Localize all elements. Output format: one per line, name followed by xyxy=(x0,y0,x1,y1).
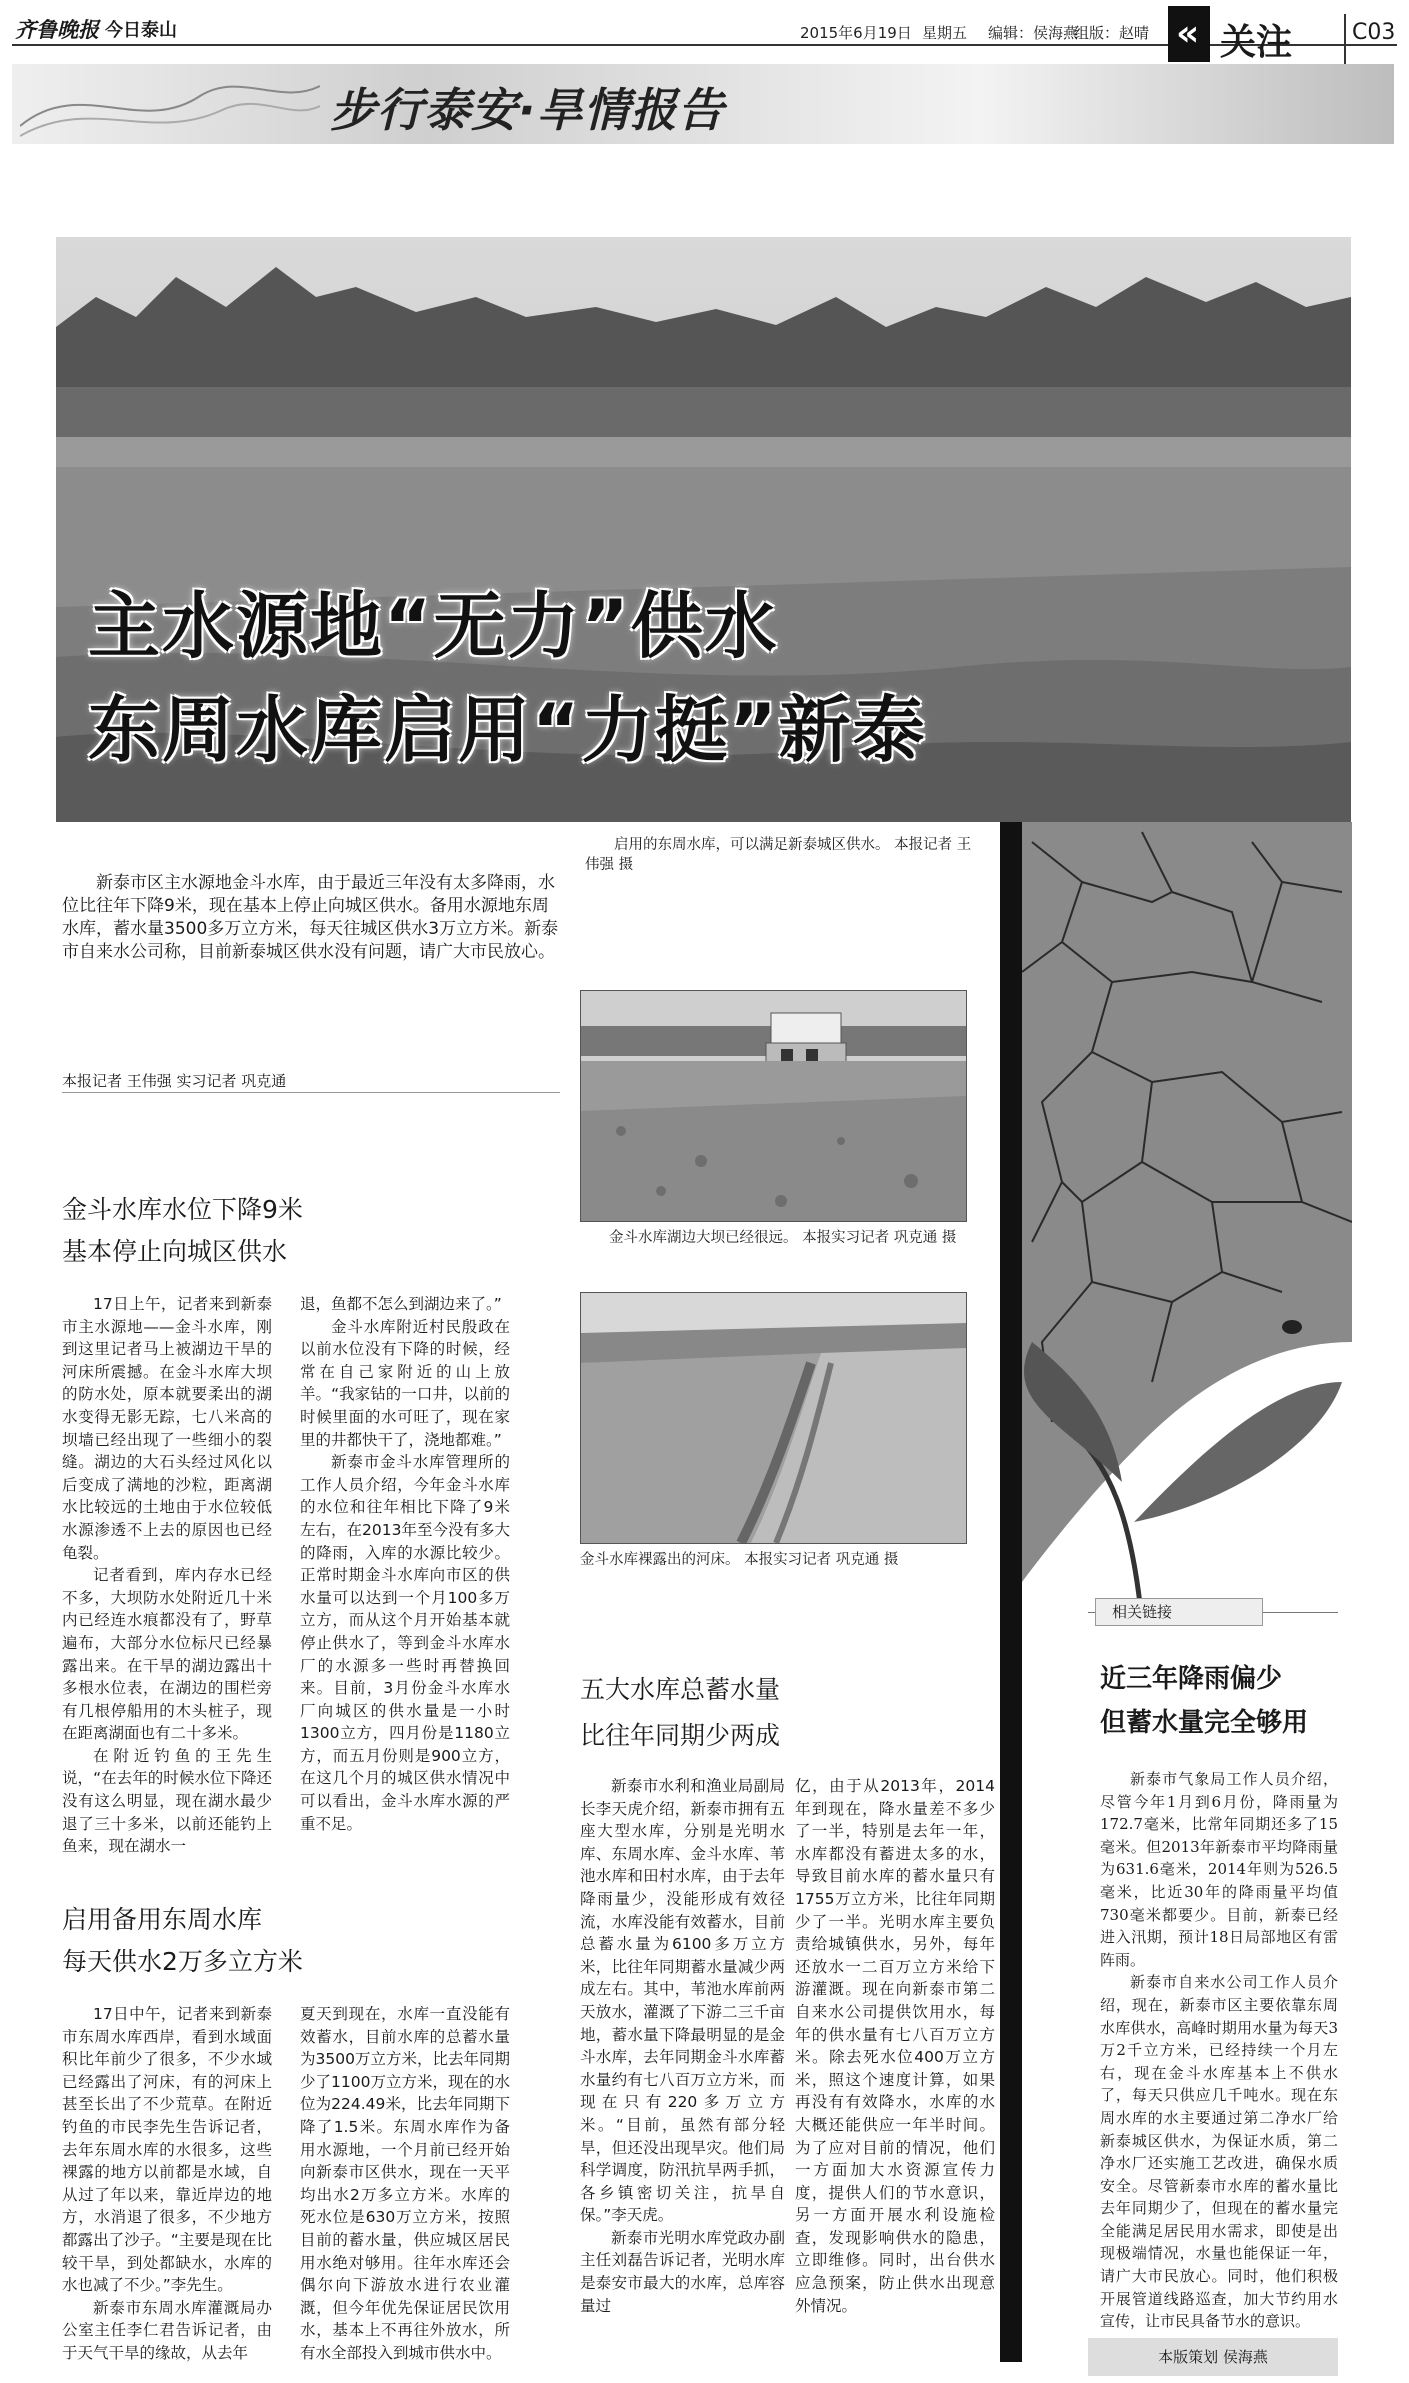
section1-heading-1: 金斗水库水位下降9米 xyxy=(62,1195,303,1224)
banner-title: 步行泰安·旱情报告 xyxy=(330,83,725,137)
sidebar-heading-1: 近三年降雨偏少 xyxy=(1100,1664,1283,1694)
paragraph: 新泰市水利和渔业局副局长李天虎介绍，新泰市拥有五座大型水库，分别是光明水库、东周水库、金斗水库、苇池水库和田村水库，由于去年降雨量少，没能形成有效径流，水库没能有效蓄水，目前总蓄水量为6100多万立方米，比往年同期蓄水量减少两成左右。其中，苇池水库前两天放水，灌溉了下游二三千亩地，蓄水量下降最明显的是金斗水库，去年同期金斗水库蓄水量约有七八百万立方米，而现在只有220多万立方米。“目前，虽然有部分轻旱，但还没出现旱灾。他们局科学调度，防汛抗旱两手抓，各乡镇密切关注，抗旱自保。”李天虎。 xyxy=(580,1777,785,2225)
section3-column-2 xyxy=(795,1775,995,2317)
issue-weekday: 星期五 xyxy=(922,24,968,42)
paragraph: 记者看到，库内存水已经不多，大坝防水处附近几十米内已经连水痕都没有了，野草遍布，大部分水位标尺已经暴露出来。在干旱的湖边露出十多根水位表，在湖边的围栏旁有几根停船用的木头桩子，现在距离湖面也有二十多米。 xyxy=(62,1566,272,1743)
editor-credit: 编辑：侯海燕 xyxy=(988,24,1079,42)
section2-column-1 xyxy=(62,2003,272,2365)
paragraph: 17日上午，记者来到新泰市主水源地——金斗水库，刚到这里记者马上被湖边干旱的河床所震撼。在金斗水库大坝的防水处，原本就要柔出的湖水变得无影无踪，七八米高的坝墙已经出现了一些细小的裂缝。湖边的大石头经过风化以后变成了满地的沙粒，距离湖水比较远的土地由于水位较低水源渗透不上去的原因也已经龟裂。 xyxy=(62,1295,272,1562)
paragraph: 新泰市自来水公司工作人员介绍，现在，新泰市区主要依靠东周水库供水，高峰时期用水量为每天3万2千立方米，已经持续一个月左右，现在金斗水库基本上不供水了，每天只供应几千吨水。现在东周水库的水主要通过第二净水厂给新泰城区供水，为保证水质，第二净水厂还实施工艺改进，确保水质安全。尽管新泰市水库的蓄水量比去年同期少了，但现在的蓄水量完全能满足居民用水需求，即使是出现极端情况，水量也能保证一年，请广大市民放心。同时，他们积极开展管道线路巡查，加大节约用水宣传，让市民具备节水的意识。 xyxy=(1100,1973,1338,2331)
section3-column-1 xyxy=(580,1775,785,2317)
sidebar-body xyxy=(1100,1768,1338,2333)
article-lead: 新泰市区主水源地金斗水库，由于最近三年没有太多降雨，水位比往年下降9米，现在基本上停止向城区供水。备用水源地东周水库，蓄水量3500多万立方米，每天往城区供水3万立方米。新泰市自来水公司称，目前新泰城区供水没有问题，请广大市民放心。 xyxy=(62,873,559,962)
photo-riverbed xyxy=(580,1292,967,1544)
caption-dam: 金斗水库湖边大坝已经很远。 本报实习记者 巩克通 摄 xyxy=(609,1230,957,1246)
sidebar-heading-2: 但蓄水量完全够用 xyxy=(1100,1708,1309,1738)
paragraph: 夏天到现在，水库一直没能有效蓄水，目前水库的总蓄水量为3500万立方米，比去年同期少了1100万立方米，现在的水位为224.49米，比去年同期下降了1.5米。东周水库作为备用水源地，一个月前已经开始向新泰市区供水，现在一天平均出水2万多立方米。水库的死水位是630万立方米，按照目前的蓄水量，供应城区居民用水绝对够用。往年水库还会偶尔向下游放水进行农业灌溉，但今年优先保证居民饮用水，基本上不再往外放水，所有水全部投入到城市供水中。 xyxy=(300,2005,510,2362)
paragraph: 新泰市金斗水库管理所的工作人员介绍，今年金斗水库的水位和往年相比下降了9米左右，在2013年至今没有多大的降雨，入库的水源比较少。正常时期金斗水库向市区的供水量可以达到一个月100多万立方，而从这个月开始基本就停止供水了，等到金斗水库水厂的水源多一些时再替换回来。目前，3月份金斗水库水厂向城区的供水量是一小时1300立方，四月份是1180立方，而五月份则是900立方，在这几个月的城区供水情况中可以看出，金斗水库水源的严重不足。 xyxy=(300,1453,510,1833)
paragraph: 新泰市东周水库灌溉局办公室主任李仁君告诉记者，由于天气干旱的缘故，从去年 xyxy=(62,2298,272,2362)
paragraph: 亿，由于从2013年，2014年到现在，降水量差不多少了一半，特别是去年一年，水库都没有蓄进太多的水，导致目前水库的蓄水量只有1755万立方米，比往年同期少了一半。光明水库主要负责给城镇供水，另外，每年还放水一二百万立方米给下游灌溉。现在向新泰市第二自来水公司提供饮用水，每年的供水量有七八百万立方米。除去死水位400万立方米，照这个速度计算，如果再没有有效降水，水库的水大概还能供应一年半时间。为了应对目前的情况，他们一方面加大水资源宣传力度，提供人们的节水意识，另一方面开展水利设施检查，发现影响供水的隐患，立即维修。同时，出台供水应急预案，防止供水出现意外情况。 xyxy=(795,1777,995,2315)
cracked-earth-illustration xyxy=(1022,822,1352,1622)
section3-heading-1: 五大水库总蓄水量 xyxy=(580,1675,781,1704)
issue-date: 2015年6月19日 xyxy=(800,24,912,42)
paragraph: 退，鱼都不怎么到湖边来了。” xyxy=(300,1295,502,1313)
section1-column-2 xyxy=(300,1293,510,1835)
section-name: 今日泰山 xyxy=(105,20,177,41)
section2-column-2 xyxy=(300,2003,510,2365)
double-chevron-icon: « xyxy=(1176,13,1200,54)
page-number: C03 xyxy=(1352,20,1396,45)
lead-divider xyxy=(62,1092,560,1093)
header-divider xyxy=(1344,14,1346,64)
page-credit: 本版策划 侯海燕 xyxy=(1088,2338,1338,2376)
layout-credit: 组版：赵晴 xyxy=(1074,24,1150,42)
paragraph: 在附近钓鱼的王先生说，“在去年的时候水位下降还没有这么明显，现在湖水最少退了三十多米，以前还能钓上鱼来，现在湖水一 xyxy=(62,1746,272,1856)
paragraph: 17日中午，记者来到新泰市东周水库西岸，看到水域面积比年前少了很多，不少水域已经露出了河床，有的河床上甚至长出了不少荒草。在附近钓鱼的市民李先生告诉记者，去年东周水库的水很多，这些裸露的地方以前都是水域，自从过了年以来，靠近岸边的地方，水消退了很多，不少地方都露出了沙子。“主要是现在比较干旱，到处都缺水，水库的水也减了不少。”李先生。 xyxy=(62,2005,272,2295)
section3-heading-2: 比往年同期少两成 xyxy=(580,1721,781,1750)
decorative-black-bar xyxy=(1000,822,1022,2362)
section1-heading-2: 基本停止向城区供水 xyxy=(62,1237,288,1266)
column-label: 关注 xyxy=(1220,22,1293,63)
caption-dongzhou: 启用的东周水库，可以满足新泰城区供水。 本报记者 王伟强 摄 xyxy=(585,837,972,873)
headline-line-2: 东周水库启用“力挺”新泰 xyxy=(88,688,927,772)
paragraph: 金斗水库附近村民殷政在以前水位没有下降的时候，经常在自己家附近的山上放羊。“我家钻的一口井，以前的时候里面的水可旺了，现在家里的井都快干了，浇地都难。” xyxy=(300,1317,510,1449)
section2-heading-2: 每天供水2万多立方米 xyxy=(62,1947,303,1976)
paragraph: 新泰市光明水库党政办副主任刘磊告诉记者，光明水库是泰安市最大的水库，总库容量过 xyxy=(580,2228,785,2315)
headline-line-1: 主水源地“无力”供水 xyxy=(88,584,779,668)
caption-riverbed: 金斗水库裸露出的河床。 本报实习记者 巩克通 摄 xyxy=(580,1552,899,1568)
masthead-logo: 齐鲁晚报 xyxy=(15,17,99,42)
paragraph: 新泰市气象局工作人员介绍，尽管今年1月到6月份，降雨量为172.7毫米，比常年同期还多了15毫米。但2013年新泰市平均降雨量为631.6毫米，2014年则为526.5毫米，比近30年的降雨量平均值730毫米都要少。目前，新泰已经进入汛期，预计18日局部地区有雷阵雨。 xyxy=(1100,1770,1338,1969)
related-link-tag: 相关链接 xyxy=(1095,1598,1263,1626)
banner-decoration xyxy=(20,66,320,142)
section1-column-1 xyxy=(62,1293,272,1858)
section2-heading-1: 启用备用东周水库 xyxy=(62,1905,263,1934)
article-byline: 本报记者 王伟强 实习记者 巩克通 xyxy=(62,1072,287,1090)
photo-dam xyxy=(580,990,967,1222)
